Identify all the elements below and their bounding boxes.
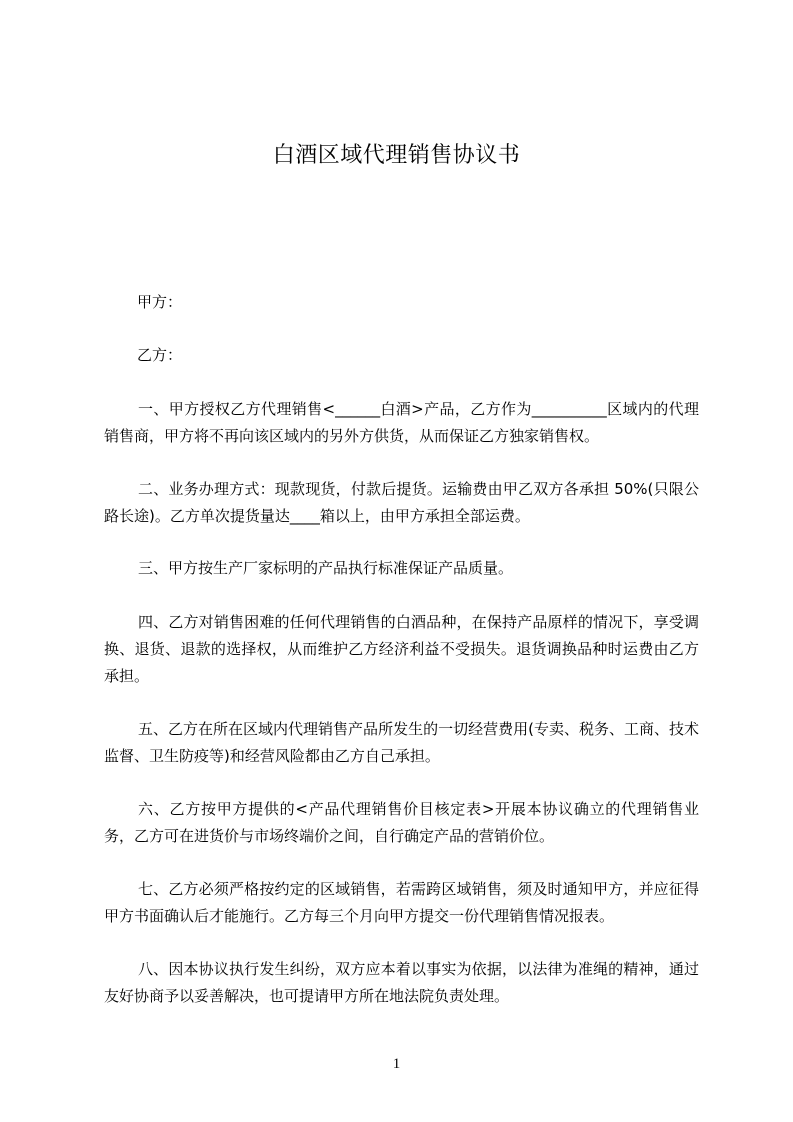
clause-6: 六、乙方按甲方提供的<产品代理销售价目核定表>开展本协议确立的代理销售业务，乙方可在进货价与市场终端价之间，自行确定产品的营销价位。 xyxy=(104,800,699,845)
clause-5: 五、乙方在所在区域内代理销售产品所发生的一切经营费用(专卖、税务、工商、技术监督、卫生防疫等)和经营风险都由乙方自己承担。 xyxy=(104,720,699,765)
document-title: 白酒区域代理销售协议书 xyxy=(272,143,521,168)
page-number: 1 xyxy=(392,1056,401,1072)
clause-2: 二、业务办理方式：现款现货，付款后提货。运输费由甲乙双方各承担 50%(只限公路长途)。乙方单次提货量达____箱以上，由甲方承担全部运费。 xyxy=(104,480,699,525)
party-a-label: 甲方： xyxy=(137,293,183,311)
clause-8: 八、因本协议执行发生纠纷，双方应本着以事实为依据，以法律为准绳的精神，通过友好协商予以妥善解决，也可提请甲方所在地法院负责处理。 xyxy=(104,960,699,1005)
clause-7: 七、乙方必须严格按约定的区域销售，若需跨区域销售，须及时通知甲方，并应征得甲方书面确认后才能施行。乙方每三个月向甲方提交一份代理销售情况报表。 xyxy=(104,880,699,925)
clause-3: 三、甲方按生产厂家标明的产品执行标准保证产品质量。 xyxy=(138,559,514,577)
party-b-label: 乙方： xyxy=(137,346,183,364)
clause-1: 一、甲方授权乙方代理销售<______白酒>产品，乙方作为__________区域内的代理销售商，甲方将不再向该区域内的另外方供货，从而保证乙方独家销售权。 xyxy=(104,400,699,445)
clause-4: 四、乙方对销售困难的任何代理销售的白酒品种，在保持产品原样的情况下，享受调换、退货、退款的选择权，从而维护乙方经济利益不受损失。退货调换品种时运费由乙方承担。 xyxy=(104,613,699,685)
